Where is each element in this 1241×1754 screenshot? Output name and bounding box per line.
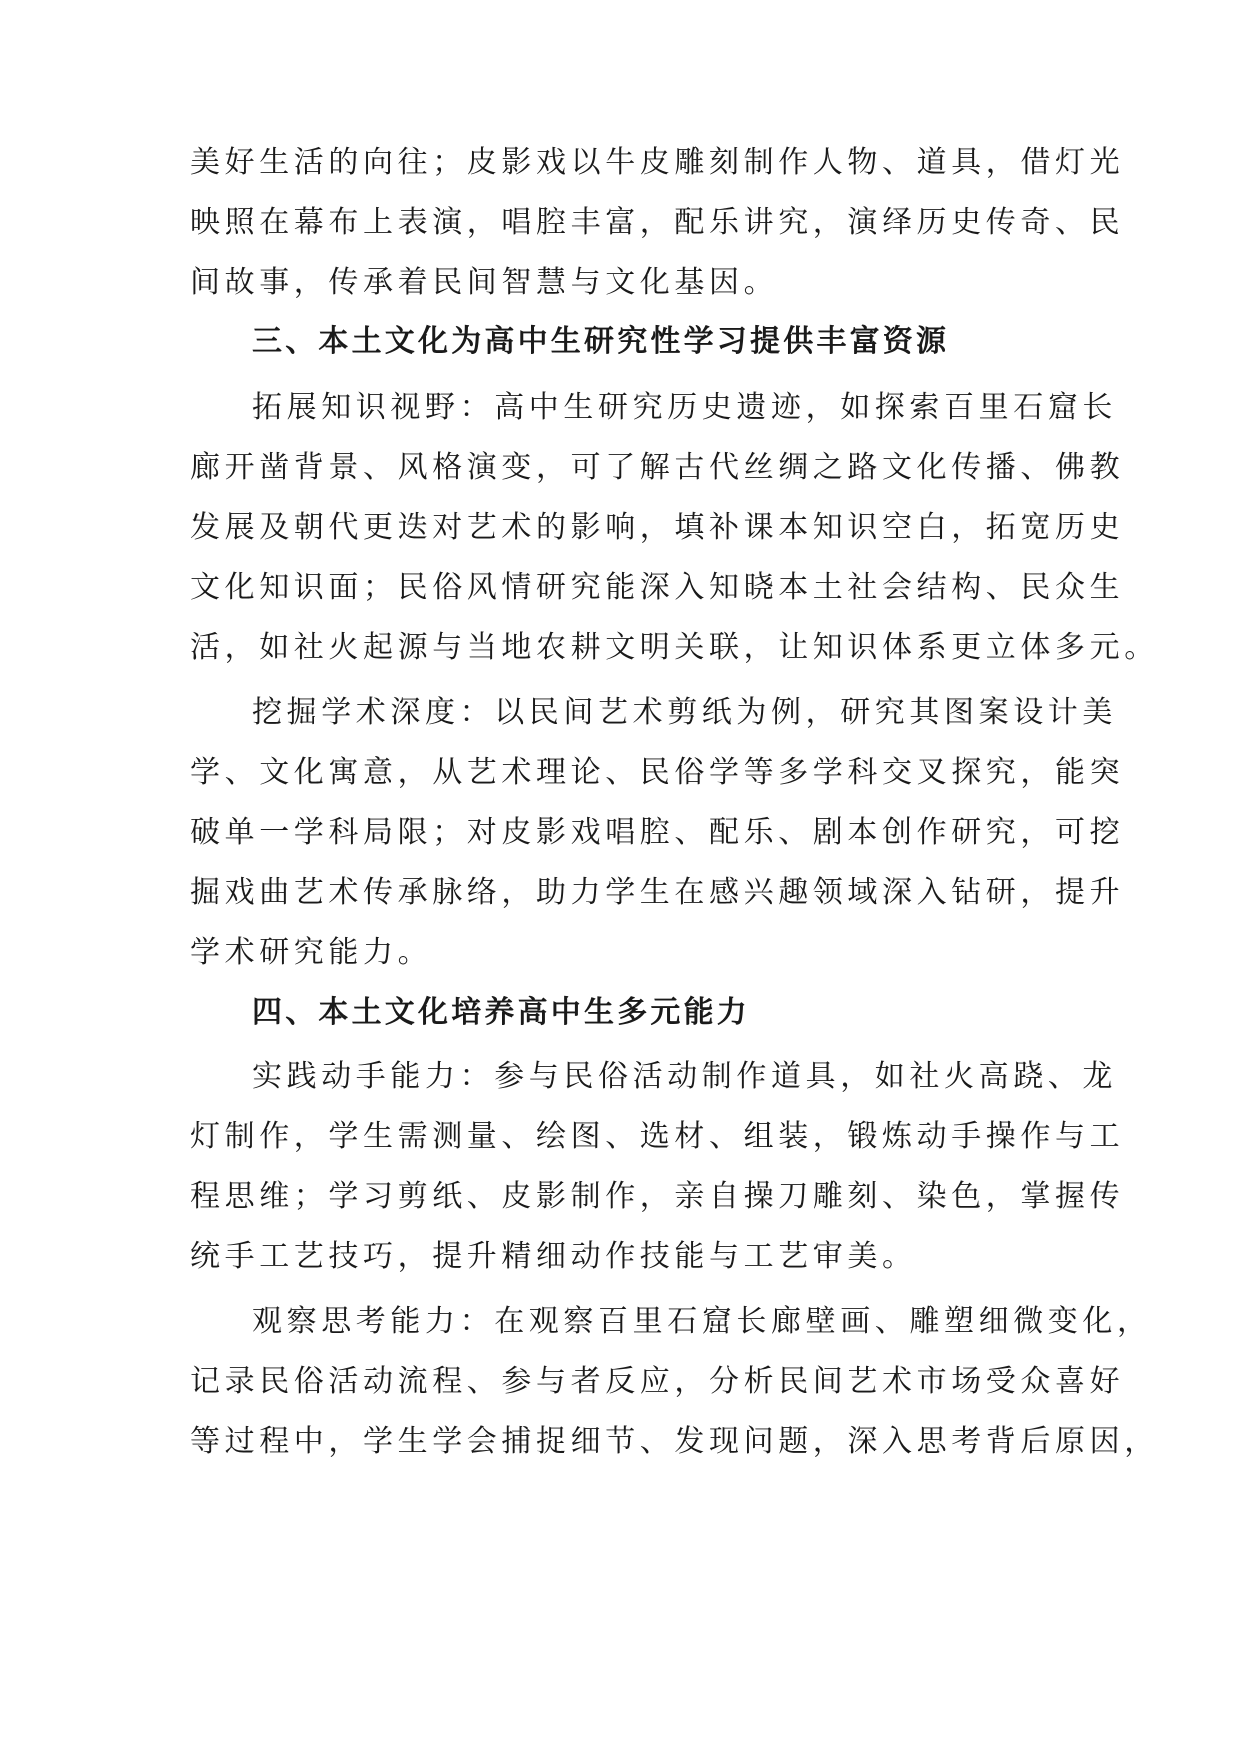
- section-heading-3: 三、本土文化为高中生研究性学习提供丰富资源: [252, 324, 950, 359]
- paragraph-line: 学、文化寓意，从艺术理论、民俗学等多学科交叉探究，能突: [190, 755, 1125, 790]
- paragraph-line: 拓展知识视野：高中生研究历史遗迹，如探索百里石窟长: [252, 390, 1117, 425]
- paragraph-line: 间故事，传承着民间智慧与文化基因。: [190, 265, 779, 300]
- paragraph-line: 发展及朝代更迭对艺术的影响，填补课本知识空白，拓宽历史: [190, 510, 1125, 545]
- paragraph-line: 程思维；学习剪纸、皮影制作，亲自操刀雕刻、染色，掌握传: [190, 1179, 1125, 1214]
- paragraph-line: 破单一学科局限；对皮影戏唱腔、配乐、剧本创作研究，可挖: [190, 815, 1125, 850]
- paragraph-line: 活，如社火起源与当地农耕文明关联，让知识体系更立体多元。: [190, 630, 1159, 665]
- paragraph-line: 文化知识面；民俗风情研究能深入知晓本土社会结构、民众生: [190, 570, 1125, 605]
- paragraph-line: 掘戏曲艺术传承脉络，助力学生在感兴趣领域深入钻研，提升: [190, 875, 1125, 910]
- paragraph-line: 实践动手能力：参与民俗活动制作道具，如社火高跷、龙: [252, 1059, 1117, 1094]
- paragraph-line: 等过程中，学生学会捕捉细节、发现问题，深入思考背后原因，: [190, 1424, 1159, 1459]
- section-heading-4: 四、本土文化培养高中生多元能力: [252, 995, 750, 1030]
- paragraph-line: 挖掘学术深度：以民间艺术剪纸为例，研究其图案设计美: [252, 695, 1117, 730]
- paragraph-line: 美好生活的向往；皮影戏以牛皮雕刻制作人物、道具，借灯光: [190, 145, 1125, 180]
- paragraph-line: 记录民俗活动流程、参与者反应，分析民间艺术市场受众喜好: [190, 1364, 1125, 1399]
- paragraph-line: 映照在幕布上表演，唱腔丰富，配乐讲究，演绎历史传奇、民: [190, 205, 1125, 240]
- paragraph-line: 学术研究能力。: [190, 935, 433, 970]
- paragraph-line: 观察思考能力：在观察百里石窟长廊壁画、雕塑细微变化，: [252, 1304, 1152, 1339]
- paragraph-line: 廊开凿背景、风格演变，可了解古代丝绸之路文化传播、佛教: [190, 450, 1125, 485]
- paragraph-line: 灯制作，学生需测量、绘图、选材、组装，锻炼动手操作与工: [190, 1119, 1125, 1154]
- paragraph-line: 统手工艺技巧，提升精细动作技能与工艺审美。: [190, 1239, 917, 1274]
